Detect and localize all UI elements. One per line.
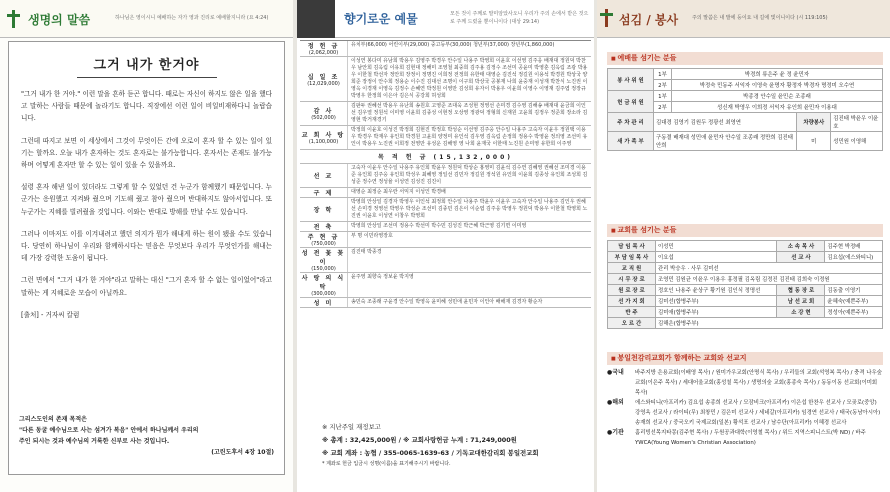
mission-row bbox=[607, 368, 883, 398]
offering-category: 주 현 금 bbox=[307, 234, 340, 241]
table-cell: 2부 bbox=[654, 80, 672, 91]
donor-names: 박영희 안상일 김경자 박영우 이인석 최정희 안수일 나용주 박윤우 이윤우 고숙자 안수일 나용주 김인우 권혜선 손미경 정영선 박영우 박성순 조선미 김종민 김은이 이순엽 김주응 박영우 정원덕 박용우 이한철 박영희 노진권 이윤호 이성연 이창우 박영희 bbox=[351, 199, 588, 219]
offering-label bbox=[300, 198, 348, 221]
sermon-paragraph: "그거 내가 한 거야." 이런 말을 흔하 듣곤 합니다. 때로는 자신이 하지도 않은 일을 했다고 말하는 사람들 때문에 놀라기도 합니다. 직장에선 이런 일이 비일비재하다니 놀랍습니다. bbox=[21, 90, 272, 123]
offering-header bbox=[297, 0, 594, 38]
offering-category: 전 축 bbox=[313, 224, 334, 231]
offering-category: 구 제 bbox=[313, 190, 334, 197]
offering-category: 정 헌 금 bbox=[307, 43, 340, 50]
header-photo bbox=[297, 0, 335, 38]
donor-names: 김판두 권혜선 박용우 유난희 송원호 고영준 조대욱 조성현 정영선 손미경 김수영 김해송 배재대 윤금희 이인선 김우열 정원석 이미영 이윤희 김종성 이현정 오상영 정광덕 정형희 신재원 고윤희 김정우 정준희 장소라 김영현 박거재경기 bbox=[351, 103, 588, 123]
table-cell: 김진태 박윤우 이윤호 bbox=[831, 113, 883, 132]
offering-row bbox=[300, 102, 591, 126]
offering-amount: (1,100,000) bbox=[308, 139, 339, 145]
cross-icon bbox=[12, 10, 15, 28]
offering-amount: (750,000) bbox=[311, 241, 336, 247]
table-cell: 박정숙 민동주 서익자 이영숙 윤명자 황정자 박경자 명정미 오수연 bbox=[672, 80, 883, 91]
table-cell: 새 가 족 부 bbox=[608, 132, 654, 151]
offering-row bbox=[300, 198, 591, 222]
account-note: * 계좌로 헌금 입금시 성명(이름)을 표기해주시기 바랍니다. bbox=[322, 461, 451, 467]
finance-report bbox=[300, 421, 591, 469]
offering-row bbox=[300, 222, 591, 232]
mission-category: ●기관 bbox=[607, 429, 624, 436]
table-cell: 윤혜숙(예쁜주부) bbox=[825, 296, 883, 307]
offering-label bbox=[300, 41, 348, 56]
worship-section-title: ■ 예배를 섬기는 분들 bbox=[607, 52, 883, 65]
table-cell: 성신재 박영우 이희정 서익자 유인희 윤민자 이용대 bbox=[672, 102, 883, 113]
table-row bbox=[608, 91, 883, 102]
table-cell: 오 르 간 bbox=[608, 318, 656, 329]
service-header bbox=[597, 0, 890, 38]
offering-row bbox=[300, 188, 591, 198]
offering-table bbox=[300, 40, 591, 308]
table-cell: 소 강 현 bbox=[777, 307, 825, 318]
offering-amount: (150,000) bbox=[311, 266, 336, 272]
table-cell: 미 bbox=[797, 132, 831, 151]
donor-names: 이성연 봉다미 유남희 박용우 김영주 박경우 안수일 나용주 박영희 이윤호 이선영 김주응 배재대 정원덕 박찬우 남안희 김옥림 이유희 김현대 정해미 조영철 최중희 김주용 김정수 조선미 공윤미 박영훈 김옥림 조광 박용우 이한철 박선자 정안희 장정이 정명진 이희정 전정희 유한태 대영순 김진석 정길원 이용석 박경원 박상국 양희준 장정이 안수희 정용순 이수진 김대선 조명이 이구희 박상국 공봉재 나희 윤중재 이성재 박찬식 노진권 이영옥 이경재 이영옥 김정수 손혜연 박정원 이영만 김성희 유자이 박용우 이윤희 이영수 이영재 김주엽 정장규 박영우 한정희 이은아 김은식 공강희 허성희 bbox=[351, 58, 588, 99]
table-row bbox=[608, 318, 883, 329]
table-row bbox=[608, 263, 883, 274]
service-header-verse: 주의 말씀은 내 발에 등이요 내 길에 빛이니이다 (시 119:105) bbox=[692, 15, 828, 21]
table-cell: 교 직 원 bbox=[608, 263, 656, 274]
table-cell: 김대경 김영기 김원두 정광선 최영연 bbox=[654, 113, 797, 132]
offering-category: 성 전 꽃 꽂 이 bbox=[301, 250, 346, 266]
offering-label bbox=[300, 57, 348, 101]
offering-row bbox=[300, 150, 591, 164]
offering-row bbox=[300, 298, 591, 308]
sermon-paragraph: 그런 면에서 "그거 내가 한 거야"라고 말하는 대신 "그거 혼자 할 수 없는 일이었어"라고 말하는 게 지혜로운 모습이 아닐까요. bbox=[21, 276, 272, 297]
table-row bbox=[608, 69, 883, 80]
table-cell: 김미애(합병주부) bbox=[656, 307, 777, 318]
offering-row bbox=[300, 273, 591, 298]
title-underline bbox=[77, 77, 217, 78]
mission-row bbox=[607, 428, 883, 448]
offering-row bbox=[300, 248, 591, 273]
mission-category: ●해외 bbox=[607, 399, 624, 406]
offering-label bbox=[300, 248, 348, 272]
offering-category: 성 미 bbox=[313, 300, 334, 307]
table-cell: 선 가 지 회 bbox=[608, 296, 656, 307]
table-cell: 박경희 류은주 윤 정 윤민자 bbox=[672, 69, 883, 80]
donor-names: 김진태 박종경 bbox=[351, 249, 382, 255]
donor-names: 윤주영 최향숙 정보윤 박지영 bbox=[351, 274, 414, 280]
mission-row bbox=[607, 398, 883, 428]
table-row bbox=[608, 132, 883, 151]
offering-row bbox=[300, 232, 591, 248]
offering-amount: (2,062,000) bbox=[308, 50, 339, 56]
sermon-title: 그거 내가 한거야 bbox=[93, 58, 200, 73]
offering-label bbox=[300, 222, 348, 231]
offering-row bbox=[300, 57, 591, 102]
church-staff-table bbox=[607, 240, 883, 329]
offering-label bbox=[300, 298, 348, 307]
church-section-title: ■ 교회를 섬기는 분들 bbox=[607, 224, 883, 237]
offering-label bbox=[300, 164, 348, 187]
table-cell: 소 속 목 사 bbox=[777, 241, 825, 252]
table-cell: 김요섭(에스와티니) bbox=[825, 252, 883, 263]
service-header-title: 섬김 / 봉사 bbox=[619, 13, 679, 27]
offering-label bbox=[300, 102, 348, 125]
table-cell: 협 동 장 로 bbox=[777, 285, 825, 296]
table-cell: 관리 박승우 · 사무 김미선 bbox=[656, 263, 883, 274]
verse-line: 그리스도인의 존재 목적은 bbox=[19, 416, 87, 423]
donor-names: 고숙자 이윤우 안수일 나용주 유인희 박윤우 정원덕 박상순 홍영미 김윤석 김수연 김혜영 권혜선 조미경 이용준 유인희 김주응 유인희 박성우 최혜영 정일선 김민자 정길원 정석원 유인희 이윤희 김종상 유인희 조성희 김성준 정수연 정성율 이성연 김성진 김진이 bbox=[351, 165, 588, 185]
table-row bbox=[608, 296, 883, 307]
account-line: ※ 교회 계좌 : 농협 / 355-0065-1639-63 / 기독교대한감리회 봉일전교회 bbox=[322, 449, 539, 457]
sermon-source: [출처] - 거자씨 칼럼 bbox=[21, 310, 80, 319]
offering-label bbox=[300, 126, 348, 149]
offering-row bbox=[300, 164, 591, 188]
sermon-box bbox=[8, 41, 285, 475]
table-row bbox=[608, 241, 883, 252]
table-cell: 남 선 교 회 bbox=[777, 296, 825, 307]
table-cell: 주 차 관 리 bbox=[608, 113, 654, 132]
offering-category: 십 일 조 bbox=[307, 73, 340, 81]
offering-row bbox=[300, 126, 591, 150]
verse-reference: (고린도후서 4장 10절) bbox=[211, 449, 274, 456]
mission-section-title: ■ 봉일천감리교회가 함께하는 교회와 선교지 bbox=[607, 352, 883, 365]
table-cell: 정성아(예쁜주부) bbox=[825, 307, 883, 318]
table-row bbox=[608, 285, 883, 296]
offering-label bbox=[300, 188, 348, 197]
mission-detail: 바주지방 은용교회(이배영 목사) / 원미가우교회(안명식 목사) / 우리들의 교회(석영복 목사) / 충격 나우숲 교회(이은주 목사) / 세대어울교회(홍성칠 목사) / 생명의숲 교회(홍종숙 목사) / 동동이동 선교회(이미회 목사) bbox=[635, 370, 882, 396]
offering-header-title: 향기로운 예물 bbox=[344, 12, 418, 26]
table-cell: 1부 bbox=[654, 91, 672, 102]
sermon-panel bbox=[0, 0, 293, 492]
worship-table bbox=[607, 68, 883, 151]
offering-row bbox=[300, 41, 591, 57]
mission-detail: 에스와티니(아프리카) 김요섭 송종희 선교사 / 모잠비크(아프리카) 이은섭 한찬우 선교사 / 모곶로(중앙) 강영옥 선교사 / 라이티(무) 최창민 / 김은미 선교사 / 세네갈(아프리카) 임경연 선교사 / 태국(동남아시아) 송재희 선교사 / 중국오키 국제교회(일본) 황석포 선교사 / 남수단(아프리카) 이혜경 선교사 bbox=[635, 400, 881, 426]
sermon-paragraph: 그러나 이마저도 이를 이겨내려고 했던 의지가 뭔가 해내게 하는 원이 됐을 수도 있습니다. 당연히 하나님이 우리와 함께하시다는 믿음은 무엇보다 우리가 무엇인가를 해내는 데 가장 강력한 도움이 됩니다. bbox=[21, 229, 272, 263]
mission-category: ●국내 bbox=[607, 369, 624, 376]
offering-panel bbox=[297, 0, 594, 492]
donor-names: 박정희 이윤호 이성진 박정희 김현진 박정호 박성순 이선영 김주응 안수일 나용주 고숙자 이윤우 정원택 이용우 박경우 박재우 유인희 박경원 고윤희 양정미 유인석 김우영 김옥림 손정희 정용수 박영윤 정의영 조선미 유인이 박용우 노진권 이희정 전영만 유성운 김해영 영 나희 윤재국 이한태 노진원 손미영 유한희 이주영 bbox=[351, 127, 588, 147]
table-row bbox=[608, 274, 883, 285]
sermon-header bbox=[0, 0, 293, 38]
sermon-header-title: 생명의 말씀 bbox=[28, 13, 91, 27]
cross-icon bbox=[605, 9, 608, 27]
total-line: ※ 총계 : 32,425,000원 / ※ 교회사랑헌금 누계 : 71,249,000원 bbox=[322, 436, 517, 444]
table-cell: 담 임 목 사 bbox=[608, 241, 656, 252]
table-cell: 시 무 장 로 bbox=[608, 274, 656, 285]
table-row bbox=[608, 252, 883, 263]
mission-list bbox=[607, 368, 883, 448]
table-cell: 2부 bbox=[654, 102, 672, 113]
offering-category: 감 사 bbox=[313, 108, 334, 115]
sermon-paragraph: 설령 혼자 해낸 일이 있더라도 그렇게 할 수 있었던 건 누군가 함께했기 때문입니다. 누군가는 응원했고 지켜봐 줬으며 기도해 줬고 참아 줬으며 반대하지도 않아서입니다. 또 누군가는 지혜를 빌려줬을 것입니다. 이와는 반대로 방해를 만날 수도 있습니다. bbox=[21, 183, 272, 216]
table-cell: 박종경 안수일 윤민순 조종래 bbox=[672, 91, 883, 102]
table-cell: 구동결 배재대 성민애 윤민자 안수일 조종래 정만희 김진태 안희 bbox=[654, 132, 797, 151]
donor-names: 송민숙 조종래 구윤경 안수일 박영옥 윤미혜 성민애 윤민자 이인아 배해재 김경자 황순자 bbox=[351, 299, 543, 305]
table-cell: 1부 bbox=[654, 69, 672, 80]
mission-detail: 홈리빙선목지타몽(김주현 목사) / 두원공과대학(이영철 목사) / 위드 지역스피니스트(박 ND) / 바주 YWCA(Young Women's Christian Association) bbox=[635, 430, 866, 446]
offering-category: 교 회 사 랑 bbox=[301, 132, 346, 139]
offering-category: 장 학 bbox=[313, 207, 334, 214]
donor-names: 대영순 최정순 최우란 서익지 이성인 박경배 bbox=[351, 189, 446, 195]
donor-names: 박영희 안상일 조선미 정용수 박선미 박수민 김성진 박근혜 박근영 김기면 이미영 bbox=[351, 223, 527, 229]
verse-line: "다른 동굴 예수님으로 사는 섬겨가 복음" 안에서 하나님께서 우리의 bbox=[19, 427, 199, 434]
table-cell: 차량봉사 bbox=[797, 113, 831, 132]
table-row bbox=[608, 307, 883, 318]
table-cell: 성민원 이영해 bbox=[831, 132, 883, 151]
table-cell: 선 교 사 bbox=[777, 252, 825, 263]
table-cell: 김동출 이영기 bbox=[825, 285, 883, 296]
week-label: ※ 지난주일 재정보고 bbox=[322, 423, 381, 431]
table-cell: 반 주 bbox=[608, 307, 656, 318]
offering-label bbox=[300, 232, 348, 247]
offering-category: 선 교 bbox=[313, 173, 334, 180]
table-cell: 김주현 박정배 bbox=[825, 241, 883, 252]
table-cell: 헌 금 위 원 bbox=[608, 91, 654, 113]
offering-subtitle: 목 적 헌 금 (15,132,000) bbox=[378, 154, 513, 161]
service-panel bbox=[597, 0, 890, 492]
offering-category: 사 랑 의 식 탁 bbox=[301, 275, 346, 291]
table-cell: 이요섭 bbox=[656, 252, 777, 263]
sermon-header-verse: 하나님은 영이시니 예배하는 자가 영과 진리로 예배할지니라 (요 4:24) bbox=[115, 15, 269, 21]
verse-box bbox=[19, 414, 274, 458]
offering-amount: (12,029,000) bbox=[307, 80, 340, 87]
offering-amount: (300,000) bbox=[311, 291, 336, 297]
table-cell: 이성민 bbox=[656, 241, 777, 252]
table-cell: 김해은(합병주부) bbox=[656, 318, 883, 329]
verse-line: 주인 되시는 것과 예수님의 거룩한 신부로 사는 것입니다. bbox=[19, 438, 170, 445]
table-cell: 김미선(합병주부) bbox=[656, 296, 777, 307]
offering-amount: (502,000) bbox=[311, 115, 336, 121]
offering-header-verse: 모든 것이 주께로 말미암았사오니 우리가 주의 손에서 받은 것으로 주께 드렸을 뿐이니이다 (대상 29:14) bbox=[450, 11, 589, 25]
table-cell: 조영민 김원균 이윤우 이용우 홍정필 김옥림 김정진 김진태 김희숙 이정원 bbox=[656, 274, 883, 285]
table-row bbox=[608, 113, 883, 132]
donor-names: 유치부(66,000) 어린이부(29,000) 중고등부(30,000) 청년부(37,000) 장년부(1,860,000) bbox=[351, 42, 555, 48]
table-cell: 봉 사 위 원 bbox=[608, 69, 654, 91]
table-cell: 정호인 나용주 윤상구 황기원 김인식 정명선 bbox=[656, 285, 777, 296]
offering-label bbox=[300, 273, 348, 297]
sermon-paragraph: 그런데 따지고 보면 이 세상에서 그것이 무엇이든 간에 오로이 혼자 할 수 있는 일이 있기는 할까요. 오늘 내가 혼자하는 것도 혼자로는 불가능합니다. 혼자서는 존재도 불가능하며 어떻게 혼자만 할 수 있는 일이 있을 수 있을까요. bbox=[21, 136, 272, 170]
donor-names: 부 명 이민라영장호 bbox=[351, 233, 393, 239]
table-cell: 부 담 임 목 사 bbox=[608, 252, 656, 263]
table-cell: 원 로 장 로 bbox=[608, 285, 656, 296]
